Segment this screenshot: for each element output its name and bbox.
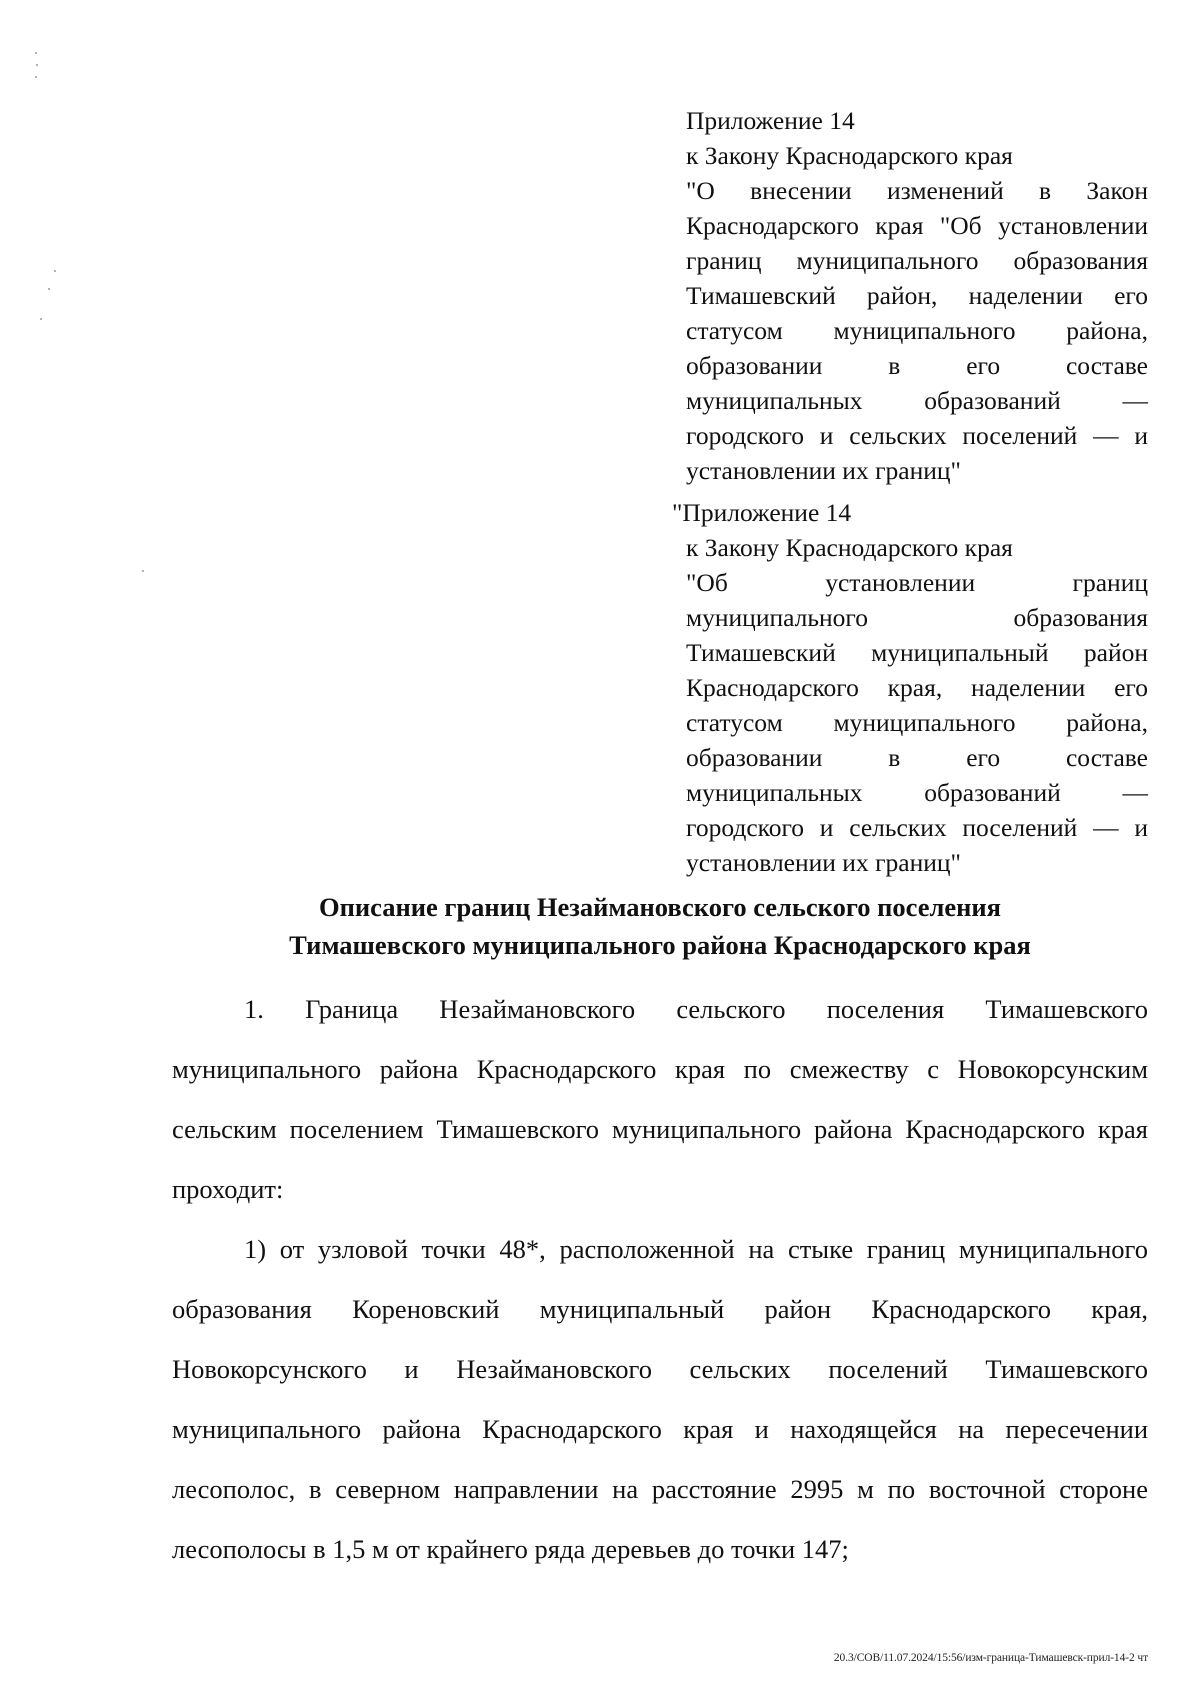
appendix-law-reference: к Закону Краснодарского края [686, 533, 1013, 562]
scan-speck [35, 52, 37, 54]
appendix-header-original [672, 495, 1148, 880]
appendix-number: Приложение 14 [686, 106, 855, 135]
document-title-line-2: Тимашевского муниципального района Краснодарского края [289, 930, 1031, 960]
document-body [172, 979, 1148, 1579]
scan-speck [40, 318, 42, 320]
scan-speck [35, 76, 37, 78]
appendix-header-amending [686, 103, 1148, 488]
scan-speck [54, 270, 56, 272]
scan-speck [36, 64, 38, 66]
appendix-law-title: "Об установлении границ муниципального образования Тимашевский муниципальный район Краснодарского края, наделении его статусом муниципального района, образовании в его составе муниципальных образований — городского и сельских поселений — и установлении их границ" [686, 568, 1148, 877]
footer-registration-stamp: 20.3/СОВ/11.07.2024/15:56/изм-граница-Тимашевск-прил-14-2 чт [833, 1652, 1148, 1664]
scan-speck [48, 288, 50, 290]
appendix-number: "Приложение 14 [672, 498, 852, 527]
appendix-law-title: "О внесении изменений в Закон Краснодарского края "Об установлении границ муниципального образования Тимашевский район, наделении его статусом муниципального района, образовании в его составе муниципальных образований — городского и сельских поселений — и установлении их границ" [686, 176, 1148, 485]
body-paragraph-1: 1. Граница Незаймановского сельского поселения Тимашевского муниципального района Краснодарского края по смежеству с Новокорсунским сельским поселением Тимашевского муниципального района Краснодарского края проходит: [172, 994, 1148, 1204]
scan-speck [142, 570, 144, 572]
body-paragraph-2: 1) от узловой точки 48*, расположенной на стыке границ муниципального образования Кореновский муниципальный район Краснодарского края, Новокорсунского и Незаймановского сельских поселений Тимашевского муниципального района Краснодарского края и находящейся на пересечении лесополос, в северном направлении на расстояние 2995 м по восточной стороне лесополосы в 1,5 м от крайнего ряда деревьев до точки 147; [172, 1234, 1148, 1564]
document-title [170, 888, 1150, 964]
appendix-law-reference: к Закону Краснодарского края [686, 141, 1013, 170]
document-title-line-1: Описание границ Незаймановского сельского поселения [319, 892, 1001, 922]
